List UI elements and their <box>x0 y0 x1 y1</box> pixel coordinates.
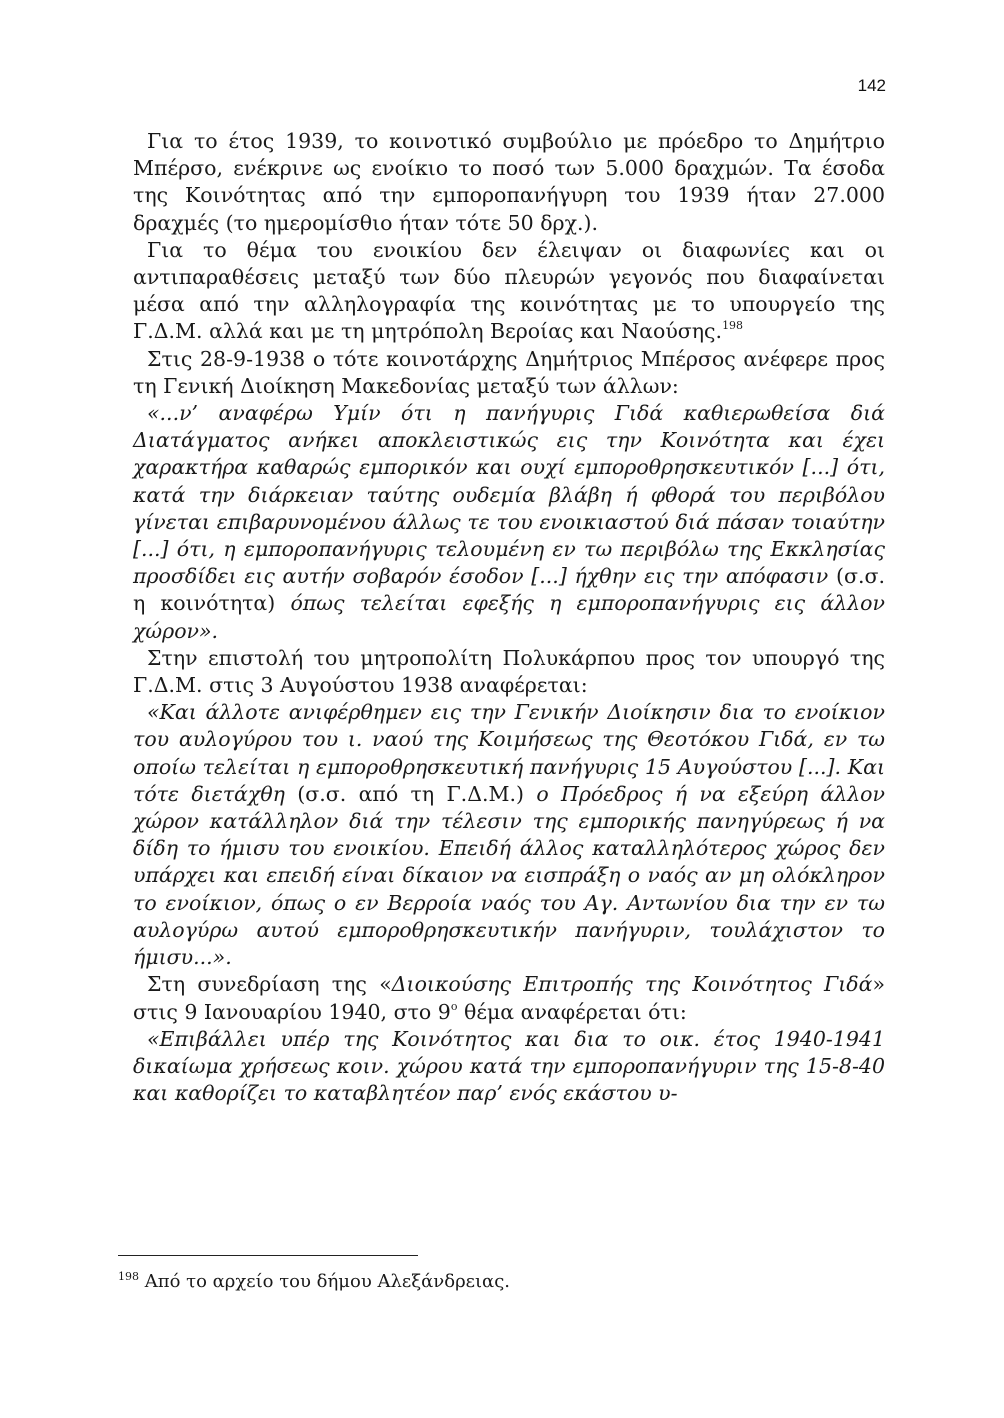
paragraph-committee-session-part-2: » στις 9 Ιανουαρίου 1940, στο 9 <box>133 972 885 1024</box>
footnote-number: 198 <box>118 1270 139 1283</box>
quote-metropolitan-part-2: ο Πρόεδρος ή να εξεύρη άλλον χώρον κατάλληλον διά την τέλεσιν της εμπορικής πανηγύρεως ή να δίδη το ήμισυ του ενοικίου. Επειδή άλλος καταλληλότερος χώρος δεν υπάρχει και επειδή είναι δίκαιον να εισπράξη ο ναός αν μη ολόκληρον το ενοίκιον, όπως ο εν Βερροία ναός του Αγ. Αντωνίου δια την εν τω αυλογύρω αυτού εμποροθρησκευτικήν πανήγυριν, τουλάχιστον το ήμισυ...». <box>133 781 885 970</box>
paragraph-committee-session <box>133 971 885 1025</box>
paragraph-community-head-report: Στις 28-9-1938 ο τότε κοινοτάρχης Δημήτριος Μπέρσος ανέφερε προς τη Γενική Διοίκηση Μακεδονίας μεταξύ των άλλων: <box>133 346 885 398</box>
committee-name: Διοικούσης Επιτροπής της Κοινότητος Γιδά <box>391 972 873 997</box>
editor-note: (σ.σ. η κοινότητα) <box>133 564 885 616</box>
paragraph-committee-session-part-1: Στη συνεδρίαση της « <box>147 972 392 997</box>
quote-metropolitan <box>133 699 885 971</box>
page-number: 142 <box>857 76 886 95</box>
main-text <box>133 128 885 1107</box>
paragraph-metropolitan-letter: Στην επιστολή του μητροπολίτη Πολυκάρπου προς τον υπουργό της Γ.Δ.Μ. στις 3 Αυγούστου 1938 αναφέρεται: <box>133 645 885 698</box>
quote-community-head-part-1: «...ν’ αναφέρω Υμίν ότι η πανήγυρις Γιδά καθιερωθείσα διά Διατάγματος ανήκει αποκλειστικώς εις την Κοινότητα και έχει χαρακτήρα καθαρώς εμπορικόν και ουχί εμποροθρησκευτικόν [...] ότι, κατά την διάρκειαν ταύτης ουδεμία βλάβη ή φθορά του περιβόλου γίνεται επιβαρυνομένου άλλως τε του ενοικιαστού διά πάσαν τοιαύτην [...] ότι, η εμποροπανήγυρις τελουμένη εν τω περιβόλω της Εκκλησίας προσδίδει εις αυτήν σοβαρόν έσοδον [...] ήχθην εις την απόφασιν <box>133 401 885 589</box>
editor-note: (σ.σ. από τη Γ.Δ.Μ.) <box>297 781 525 806</box>
ordinal-superscript: ο <box>450 999 458 1013</box>
paragraph-committee-session-part-3: θέμα αναφέρεται ότι: <box>457 999 687 1024</box>
quote-metropolitan-part-1: «Και άλλοτε ανιφέρθημεν εις την Γενικήν Διοίκησιν δια το ενοίκιον του αυλογύρου του ι. ναού της Κοιμήσεως της Θεοτόκου Γιδά, εν τω οποίω τελείται η εμποροθρησκευτική πανήγυρις 15 Αυγούστου [...]. Και τότε διετάχθη <box>133 700 885 806</box>
footnote-text: Από το αρχείο του δήμου Αλεξάνδρειας. <box>144 1271 511 1292</box>
footnote <box>118 1270 878 1294</box>
paragraph-disputes-text: Για το θέμα του ενοικίου δεν έλειψαν οι διαφωνίες και οι αντιπαραθέσεις μεταξύ των δύο πλευρών γεγονός που διαφαίνεται μέσα από την αλληλογραφία της κοινότητας με το υπουργείο της Γ.Δ.Μ. αλλά και με τη μητρόπολη Βεροίας και Ναούσης. <box>133 237 885 344</box>
footnote-divider <box>118 1255 418 1256</box>
paragraph-disputes <box>133 237 885 346</box>
quote-community-head <box>133 400 885 645</box>
footnote-reference[interactable]: 198 <box>722 319 744 333</box>
quote-community-head-part-2: όπως τελείται εφεξής η εμποροπανήγυρις εις άλλον χώρον». <box>133 591 885 643</box>
paragraph-rent-1939: Για το έτος 1939, το κοινοτικό συμβούλιο με πρόεδρο το Δημήτριο Μπέρσο, ενέκρινε ως ενοίκιο το ποσό των 5.000 δραχμών. Τα έσοδα της Κοινότητας από την εμποροπανήγυρη του 1939 ήταν 27.000 δραχμές (το ημερομίσθιο ήταν τότε 50 δρχ.). <box>133 129 885 235</box>
quote-committee-decision: «Επιβάλλει υπέρ της Κοινότητος και δια το οικ. έτος 1940-1941 δικαίωμα χρήσεως κοιν. χώρου κατά την εμποροπανήγυριν της 15-8-40 και καθορίζει το καταβλητέον παρ’ ενός εκάστου υ- <box>133 1026 885 1106</box>
